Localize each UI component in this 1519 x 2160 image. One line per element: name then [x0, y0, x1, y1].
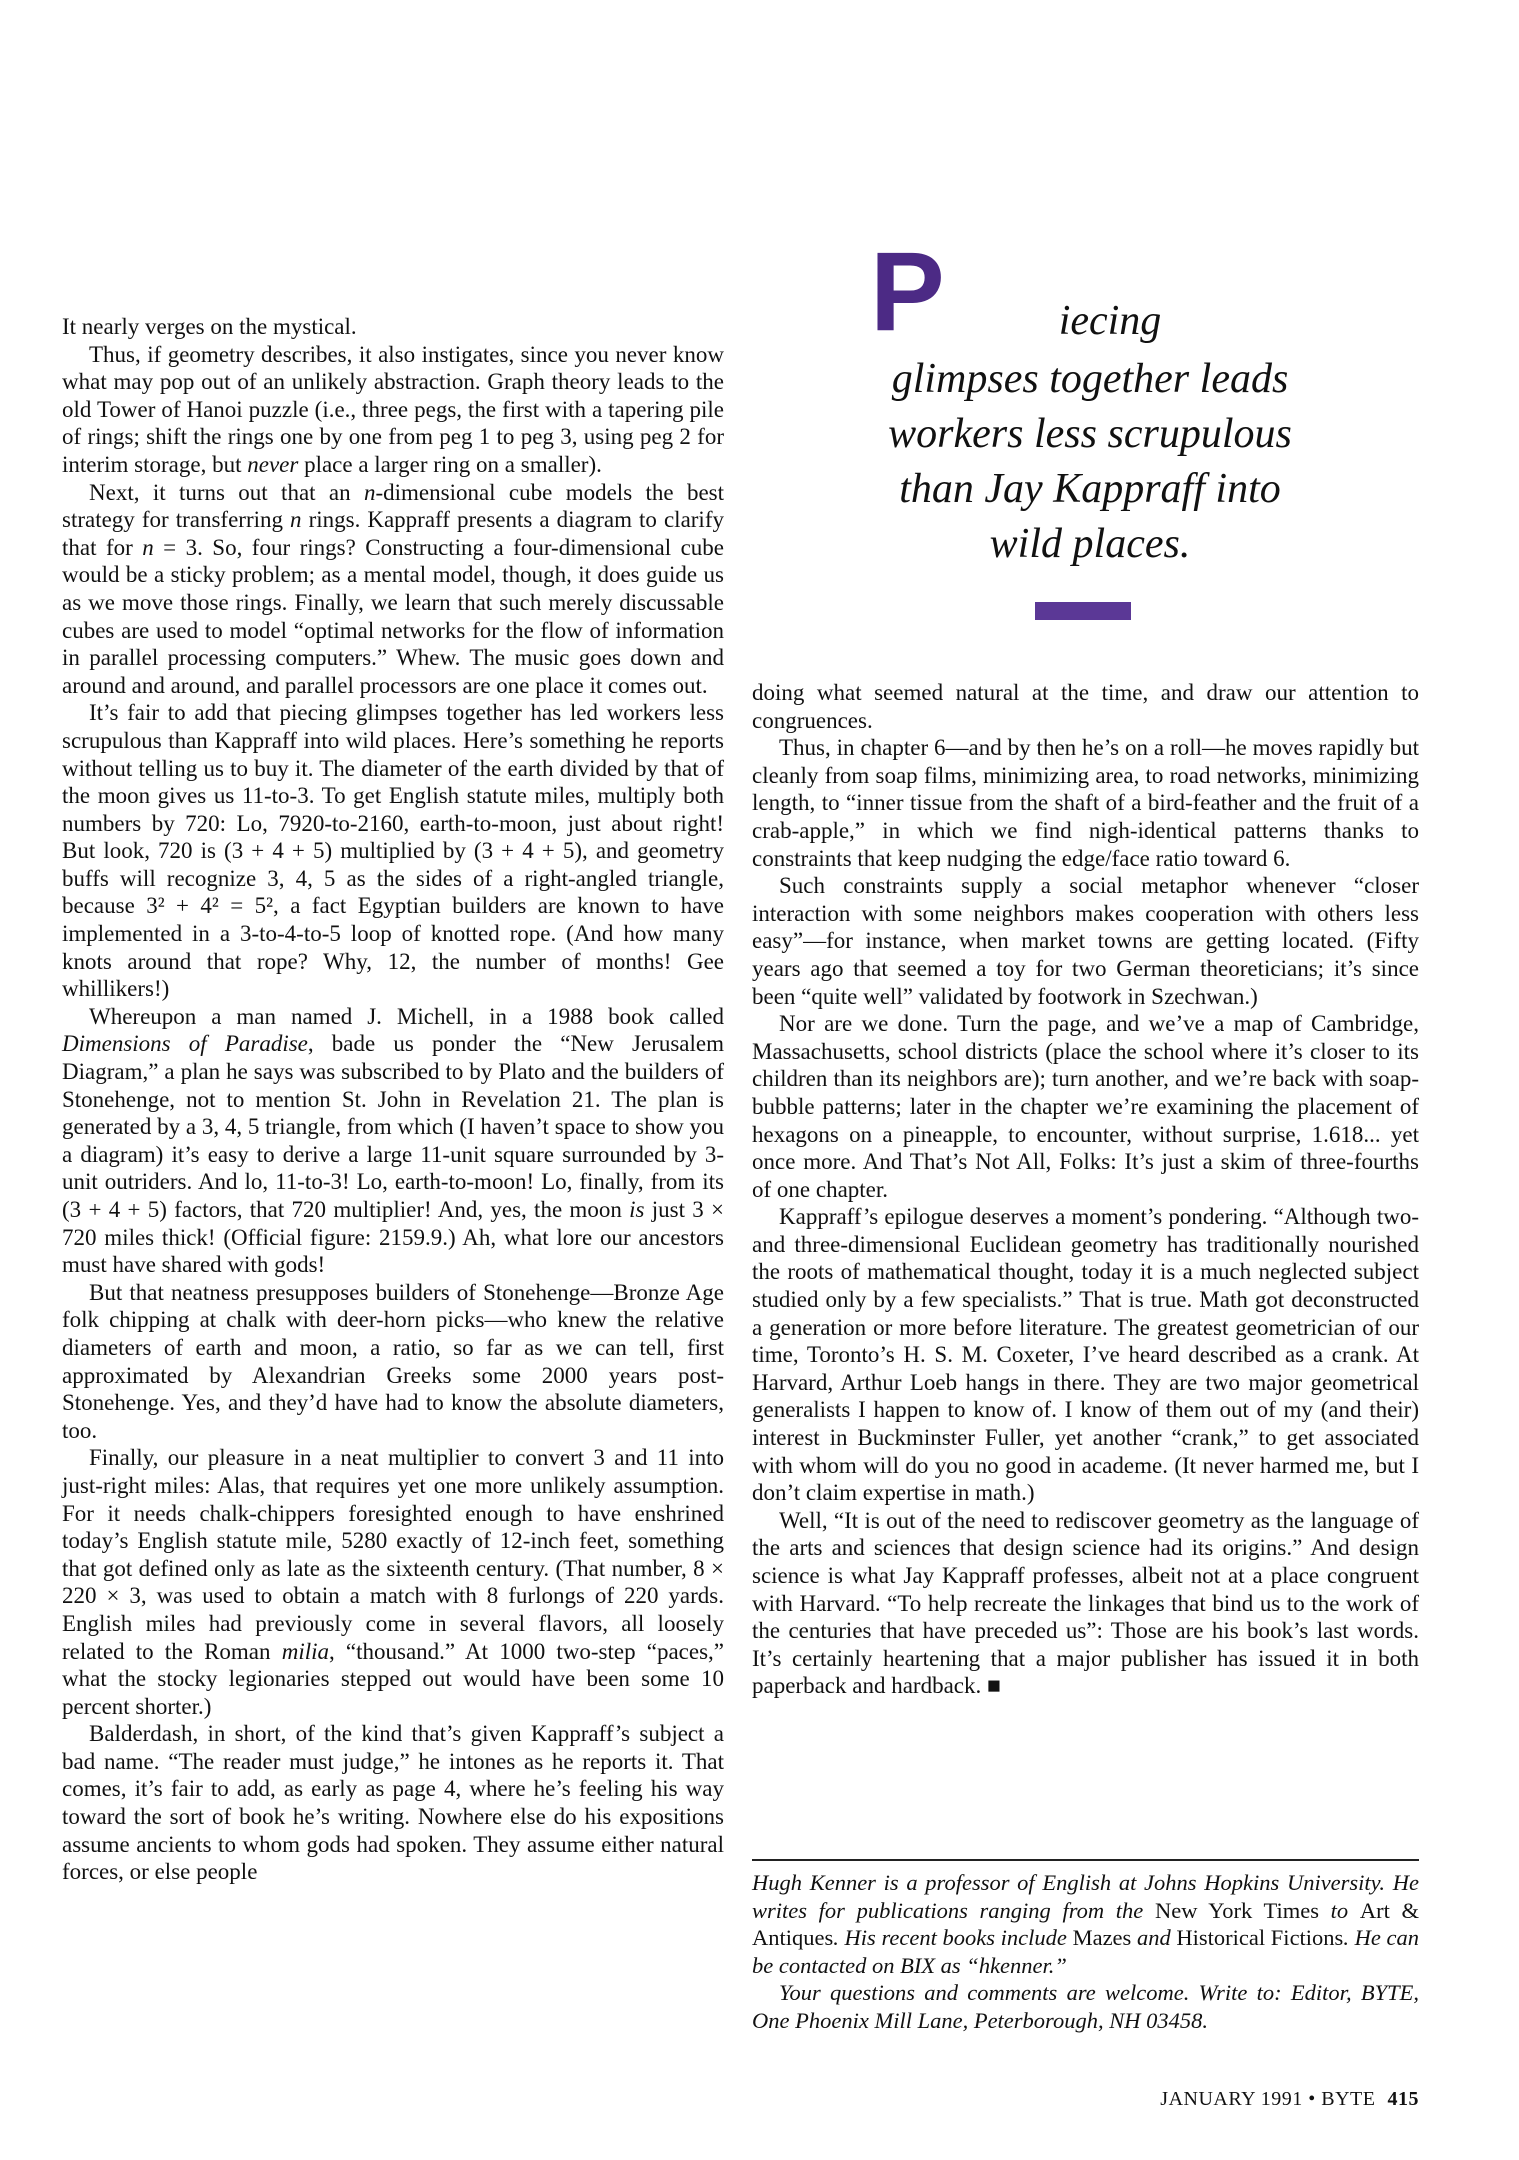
page-number: 415 — [1387, 2088, 1419, 2110]
pull-quote-first-line — [870, 229, 1310, 354]
paragraph: Balderdash, in short, of the kind that’s given Kappraff’s subject a bad name. “The reader must judge,” he intones as he reports it. That comes, it’s fair to add, as early as page 4, where he’s feeling his way toward the sort of book he’s writing. Nowhere else do his expositions assume ancients to whom gods had spoken. They assume either natural forces, or else people — [62, 1721, 724, 1885]
paragraph: But that neatness presupposes builders of Stonehenge—Bronze Age folk chipping at chalk with deer-horn picks—who knew the relative diameters of earth and moon, a ratio, so far as we can tell, first approximated by Alexandrian Greeks some 2000 years post-Stonehenge. Yes, and they’d have had to know the absolute diameters, too. — [62, 1279, 724, 1443]
paragraph: It’s fair to add that piecing glimpses together has led workers less scrupulous than Kappraff into wild places. Here’s something he reports without telling us to buy it. The diameter of the earth divided by that of the moon gives us 11-to-3. To get English statute miles, multiply both numbers by 720: Lo, 7920-to-2160, earth-to-moon, just about right! But look, 720 is (3 + 4 + 5) multiplied by (3 + 4 + 5), and geometry buffs will recognize 3, 4, 5 as the sides of a right-angled triangle, because 3² + 4² = 5², a fact Egyptian builders are known to have implemented in a 3-to-4-to-5 loop of knotted rope. (And how many knots around that rope? Why, 12, the number of months! Gee whillikers!) — [62, 700, 724, 1002]
contact-info: Your questions and comments are welcome. Write to: Editor, BYTE, One Phoenix Mill Lane, Peterborough, NH 03458. — [752, 1980, 1419, 2033]
pull-quote-line: glimpses together leads — [891, 356, 1289, 402]
pull-quote-line: workers less scrupulous — [888, 411, 1292, 457]
end-mark: ■ — [987, 1673, 1001, 1699]
pull-quote-line: iecing — [1058, 298, 1162, 344]
paragraph: Well, “It is out of the need to rediscover geometry as the language of the arts and sciences that design science had its origins.” And design science is what Jay Kappraff professes, albeit not at a place congruent with Harvard. “To help recreate the linkages that bind us to the work of the centuries that have preceded us”: Those are his book’s last words. It’s certainly heartening that a major publisher has issued it in both paperback and hardback. ■ — [752, 1507, 1419, 1699]
paragraph: doing what seemed natural at the time, and draw our attention to congruences. — [752, 680, 1419, 733]
paragraph: Next, it turns out that an n-dimensional cube models the best strategy for transferring n rings. Kappraff presents a diagram to clarify that for n = 3. So, four rings? Constructing a four-dimensional cube would be a sticky problem; as a mental model, though, it does guide us as we move those rings. Finally, we learn that such merely discussable cubes are used to model “optimal networks for the flow of information in parallel processing computers.” Whew. The music goes down and around and around, and parallel processors are one place it comes out. — [62, 479, 725, 698]
paragraph: Whereupon a man named J. Michell, in a 1988 book called Dimensions of Paradise, bade us ponder the “New Jerusalem Diagram,” a plan he says was subscribed to by Plato and the builders of Stonehenge, not to mention St. John in Revelation 21. The plan is generated by a 3, 4, 5 triangle, from which (I haven’t space to show you a diagram) it’s easy to derive a large 11-unit square surrounded by 3-unit outriders. And lo, 11-to-3! Lo, earth-to-moon! Lo, finally, from its (3 + 4 + 5) factors, that 720 multiplier! And, yes, the moon is just 3 × 720 miles thick! (Official figure: 2159.9.) Ah, what lore our ancestors must have shared with gods! — [62, 1003, 725, 1278]
bio-divider — [752, 1859, 1419, 1861]
paragraph: Thus, if geometry describes, it also instigates, since you never know what may pop out of an unlikely abstraction. Graph theory leads to the old Tower of Hanoi puzzle (i.e., three pegs, the first with a tapering pile of rings; shift the rings one by one from peg 1 to peg 3, using peg 2 for interim storage, but never place a larger ring on a smaller). — [62, 341, 724, 477]
left-column — [62, 313, 724, 1886]
author-bio — [752, 1869, 1419, 2035]
drop-cap: P — [870, 229, 945, 354]
bio-paragraph: Hugh Kenner is a professor of English at Johns Hopkins University. He writes for publications ranging from the New York Times to Art & Antiques. His recent books include Mazes and Historical Fictions. He can be contacted on BIX as “hkenner.” — [752, 1870, 1419, 1978]
paragraph: Kappraff’s epilogue deserves a moment’s pondering. “Although two- and three-dimensional Euclidean geometry has traditionally nourished the roots of mathematical thought, today it is a much neglected subject studied only by a few specialists.” That is true. Math got deconstructed a generation or more before literature. The greatest geometrician of our time, Toronto’s H. S. M. Coxeter, I’ve heard described as a crank. At Harvard, Arthur Loeb hangs in there. They are two major geometrical generalists I happen to know of. I know of them out of my (and their) interest in Buckminster Fuller, yet another “crank,” to get associated with whom will do you no good in academe. (It never harmed me, but I don’t claim expertise in math.) — [752, 1204, 1419, 1506]
paragraph: Thus, in chapter 6—and by then he’s on a roll—he moves rapidly but cleanly from soap films, minimizing area, to road networks, minimizing length, to “inner tissue from the shaft of a bird-feather and the fruit of a crab-apple,” in which we find nigh-identical patterns thanks to constraints that keep nudging the edge/face ratio toward 6. — [752, 735, 1419, 871]
issue-label: JANUARY 1991 • BYTE — [1160, 2088, 1376, 2110]
pull-quote-bar — [1035, 602, 1131, 620]
paragraph: Such constraints supply a social metaphor whenever “closer interaction with some neighbors makes cooperation with others less easy”—for instance, when market towns are getting located. (Fifty years ago that seemed a toy for two German theoreticians; it’s since been “quite well” validated by footwork in Szechwan.) — [752, 873, 1419, 1009]
page-footer — [1160, 2088, 1419, 2111]
pull-quote — [870, 229, 1310, 572]
pull-quote-line: wild places. — [989, 521, 1191, 567]
paragraph: Finally, our pleasure in a neat multiplier to convert 3 and 11 into just-right miles: Alas, that requires yet one more unlikely assumption. For it needs chalk-chippers foresighted enough to have enshrined today’s English statute mile, 5280 exactly of 12-inch feet, something that got defined only as late as the sixteenth century. (That number, 8 × 220 × 3, was used to obtain a match with 8 furlongs of 220 yards. English miles had previously come in several flavors, all loosely related to the Roman milia, “thousand.” At 1000 two-step “paces,” what the stocky legionaries stepped out would have been some 10 percent shorter.) — [62, 1445, 725, 1719]
paragraph: It nearly verges on the mystical. — [62, 314, 357, 339]
pull-quote-line: than Jay Kappraff into — [899, 466, 1281, 512]
right-column — [752, 679, 1419, 1700]
paragraph: Nor are we done. Turn the page, and we’ve a map of Cambridge, Massachusetts, school districts (place the school where it’s closer to its children than its neighbors are); turn another, and we’re back with soap-bubble patterns; later in the chapter we’re examining the placement of hexagons on a pineapple, to encounter, without surprise, 1.618... yet once more. And That’s Not All, Folks: It’s just a skim of three-fourths of one chapter. — [752, 1011, 1419, 1202]
